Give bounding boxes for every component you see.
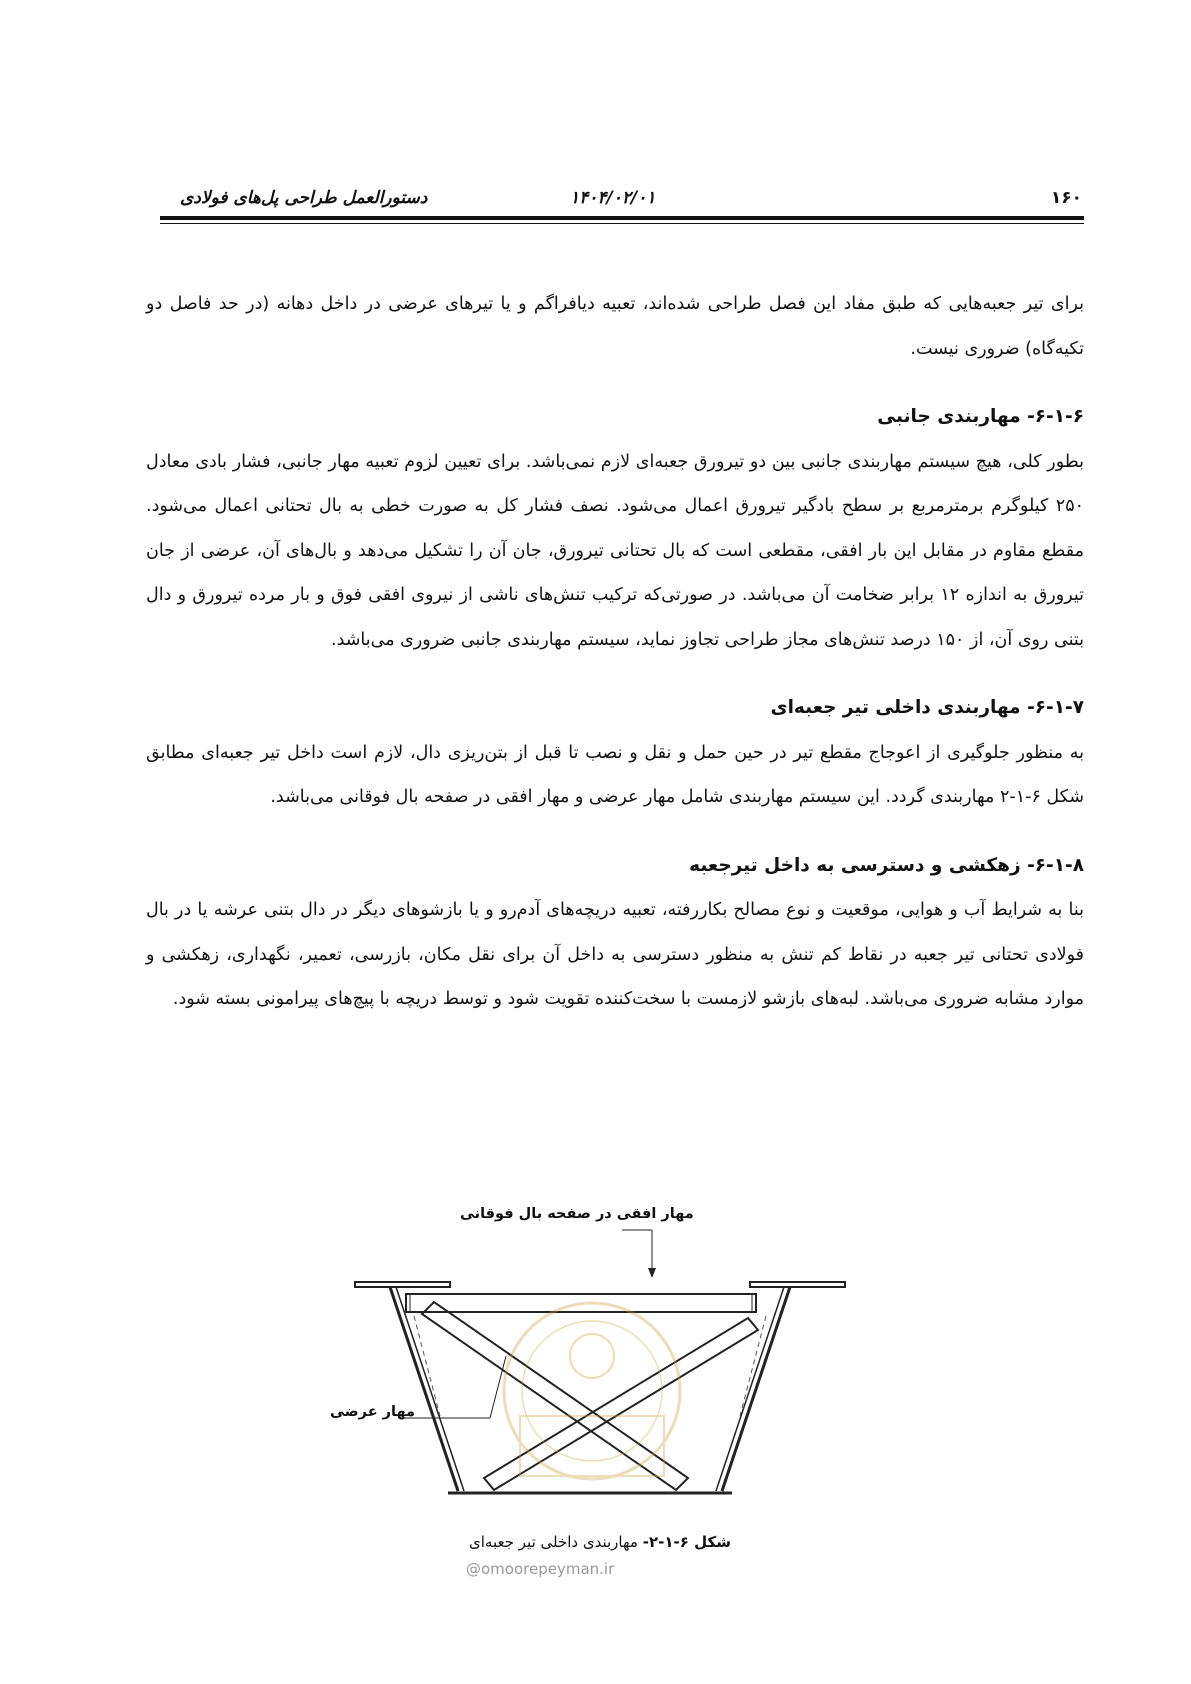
document-title: دستورالعمل طراحی پل‌های فولادی xyxy=(180,188,428,208)
cross-brace-diagonal-2 xyxy=(484,1318,758,1490)
page-content xyxy=(146,282,1084,1022)
header-rule-thin xyxy=(160,223,1084,224)
intro-paragraph: برای تیر جعبه‌هایی که طبق مفاد این فصل طراحی شده‌اند، تعبیه دیافراگم و یا تیرهای عرضی در داخل دهانه (در حد فاصل دو تکیه‌گاه) ضروری نیست. xyxy=(146,294,1084,359)
figure-caption xyxy=(430,1533,770,1551)
right-top-flange xyxy=(750,1282,845,1287)
page-number: ۱۶۰ xyxy=(1050,188,1082,208)
page-header xyxy=(160,188,1084,212)
right-web xyxy=(722,1287,790,1491)
header-rule-thick xyxy=(160,216,1084,220)
section-body-internal-bracing: به منظور جلوگیری از اعوجاج مقطع تیر در حین حمل و نقل و نصب تا قبل از بتن‌ریزی دال، لازم است داخل تیر جعبه‌ای مطابق شکل ۶-۱-۲ مهاربندی گردد. این سیستم مهاربندی شامل مهار عرضی و مهار افقی در صفحه بال فوقانی می‌باشد. xyxy=(146,742,1084,807)
section-heading-internal-bracing: ۶-۱-۷- مهاربندی داخلی تیر جعبه‌ای xyxy=(770,697,1084,718)
arrow-down-icon xyxy=(648,1268,656,1278)
section-body-lateral-bracing: بطور کلی، هیچ سیستم مهاربندی جانبی بین دو تیرورق جعبه‌ای لازم نمی‌باشد. برای تعیین لزوم تعبیه مهار جانبی، فشار بادی معادل ۲۵۰ کیلوگرم برمترمربع بر سطح بادگیر تیرورق اعمال می‌شود. نصف فشار کل به صورت خطی به بال تحتانی اعمال می‌شود. مقطع مقاوم در مقابل این بار افقی، مقطعی است که بال تحتانی تیرورق، جان آن را تشکیل می‌دهد و بال‌های آن، عرضی از جان تیرورق به اندازه ۱۲ برابر ضخامت آن می‌باشد. در صورتی‌که ترکیب تنش‌های ناشی از نیروی افقی فوق و بار مرده تیرورق و دال بتنی روی آن، از ۱۵۰ درصد تنش‌های مجاز طراحی تجاوز نماید، سیستم مهاربندی جانبی ضروری می‌باشد. xyxy=(146,451,1084,650)
section-heading-drainage-access: ۶-۱-۸- زهکشی و دسترسی به داخل تیرجعبه xyxy=(689,854,1084,876)
label-cross-brace: مهار عرضی xyxy=(330,1404,415,1420)
section-body-drainage-access: بنا به شرایط آب و هوایی، موقعیت و نوع مصالح بکاررفته، تعبیه دریچه‌های آدم‌رو و یا بازشوهای دیگر در دال بتنی عرشه یا در بال فولادی تحتانی تیر جعبه در نقاط کم تنش به منظور دسترسی به داخل آن برای نقل مکان، بازرسی، تعمیر، نگهداری، زهکشی و موارد مشابه ضروری می‌باشد. لبه‌های بازشو لازمست با سخت‌کننده تقویت شود و توسط دریچه با پیچ‌های پیرامونی بسته شود. xyxy=(146,900,1084,1009)
left-web-inner xyxy=(396,1287,464,1491)
publisher-seal-watermark xyxy=(504,1303,680,1479)
left-web xyxy=(390,1287,458,1491)
figure-caption-text: مهاربندی داخلی تیر جعبه‌ای xyxy=(469,1533,643,1551)
left-top-flange xyxy=(355,1282,450,1287)
figure-caption-number: شکل ۶-۱-۲- xyxy=(642,1533,731,1551)
figure-box-girder-bracing xyxy=(330,1206,850,1506)
label-horizontal-brace: مهار افقی در صفحه بال فوقانی xyxy=(460,1206,694,1222)
site-watermark: @omoorepeyman.ir xyxy=(466,1560,615,1578)
header-date: ۱۴۰۴/۰۲/۰۱ xyxy=(570,188,656,208)
right-web-inner xyxy=(716,1287,784,1491)
box-girder-drawing xyxy=(330,1206,850,1506)
section-heading-lateral-bracing: ۶-۱-۶- مهاربندی جانبی xyxy=(877,406,1084,427)
